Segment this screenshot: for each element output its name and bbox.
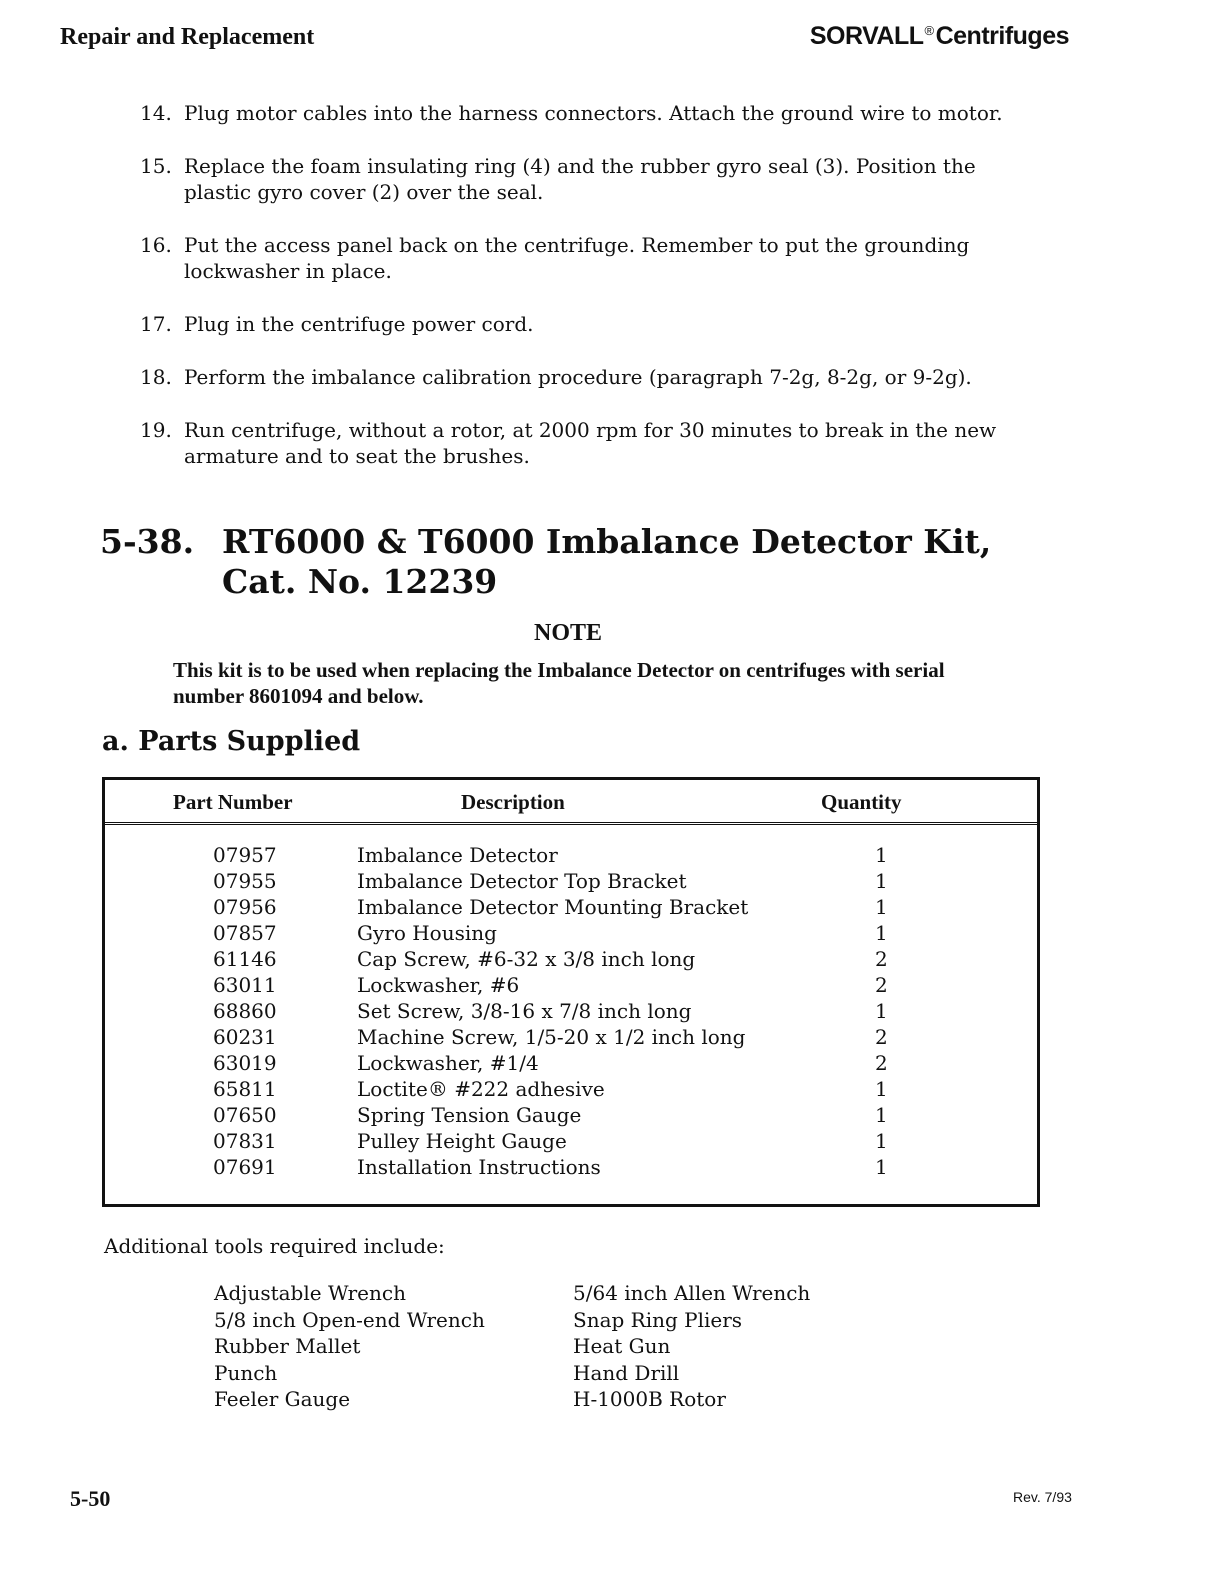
step-number: 18. [140,365,172,389]
table-body [105,842,1037,1180]
parts-supplied-heading: a. Parts Supplied [102,726,361,757]
step-number: 19. [140,418,172,442]
tools-list-left [214,1280,485,1413]
tool-item: 5/8 inch Open-end Wrench [214,1307,485,1332]
tool-item: Snap Ring Pliers [573,1307,743,1332]
step-text: Perform the imbalance calibration procedure (paragraph 7-2g, 8-2g, or 9-2g). [184,365,972,389]
header-quantity: Quantity [821,790,902,814]
table-row [105,1076,1037,1102]
step-item [140,364,1040,390]
part-number: 63011 [213,973,277,997]
page-number: 5-50 [70,1486,111,1511]
step-item [140,232,1040,284]
part-description: Installation Instructions [357,1155,601,1179]
table-row [105,1154,1037,1180]
parts-table [102,777,1040,1207]
step-text: Run centrifuge, without a rotor, at 2000 rpm for 30 minutes to break in the new armature and to seat the brushes. [184,418,997,468]
step-item [140,311,1040,337]
part-quantity: 1 [875,869,888,893]
part-description: Lockwasher, #6 [357,973,520,997]
part-description: Cap Screw, #6-32 x 3/8 inch long [357,947,696,971]
step-text: Plug motor cables into the harness connectors. Attach the ground wire to motor. [184,101,1003,125]
part-quantity: 2 [875,973,888,997]
table-row [105,972,1037,998]
part-description: Imbalance Detector Top Bracket [357,869,687,893]
header-part-number: Part Number [173,790,293,814]
part-quantity: 1 [875,895,888,919]
table-row [105,894,1037,920]
part-quantity: 1 [875,999,888,1023]
header-description: Description [461,790,565,814]
table-row [105,998,1037,1024]
part-number: 07831 [213,1129,277,1153]
part-description: Gyro Housing [357,921,497,945]
step-number: 16. [140,233,172,257]
step-number: 17. [140,312,172,336]
table-row [105,1024,1037,1050]
part-description: Pulley Height Gauge [357,1129,567,1153]
step-text: Replace the foam insulating ring (4) and the rubber gyro seal (3). Position the plastic gyro cover (2) over the seal. [184,154,976,204]
table-row [105,868,1037,894]
step-item [140,153,1040,205]
step-item [140,100,1040,126]
part-number: 07956 [213,895,277,919]
part-description: Set Screw, 3/8-16 x 7/8 inch long [357,999,692,1023]
registered-mark: ® [924,22,934,38]
part-quantity: 1 [875,1103,888,1127]
part-description: Loctite® #222 adhesive [357,1077,605,1101]
step-number: 15. [140,154,172,178]
part-number: 07691 [213,1155,277,1179]
part-number: 07955 [213,869,277,893]
header-brand [810,22,1069,51]
part-quantity: 1 [875,843,888,867]
part-description: Imbalance Detector Mounting Bracket [357,895,749,919]
revision-date: Rev. 7/93 [1013,1489,1072,1505]
tools-list-right [573,1280,810,1413]
part-number: 65811 [213,1077,277,1101]
table-header [105,780,1037,825]
note-text: This kit is to be used when replacing the Imbalance Detector on centrifuges with serial number 8601094 and below. [173,658,945,708]
part-number: 07650 [213,1103,277,1127]
section-heading [100,522,1100,602]
part-quantity: 2 [875,947,888,971]
step-number: 14. [140,101,172,125]
part-number: 63019 [213,1051,277,1075]
table-row [105,842,1037,868]
tool-item: Hand Drill [573,1360,680,1385]
tool-item: Feeler Gauge [214,1387,351,1411]
part-quantity: 2 [875,1051,888,1075]
table-row [105,920,1037,946]
part-number: 61146 [213,947,277,971]
table-row [105,1050,1037,1076]
part-quantity: 2 [875,1025,888,1049]
tool-item: Adjustable Wrench [214,1281,406,1305]
section-title: RT6000 & T6000 Imbalance Detector Kit, Cat. No. 12239 [222,522,992,601]
table-row [105,946,1037,972]
tool-item: Punch [214,1360,278,1385]
table-row [105,1102,1037,1128]
part-description: Imbalance Detector [357,843,558,867]
part-description: Machine Screw, 1/5-20 x 1/2 inch long [357,1025,746,1049]
part-quantity: 1 [875,1155,888,1179]
step-item [140,417,1040,469]
part-quantity: 1 [875,1129,888,1153]
part-description: Spring Tension Gauge [357,1103,582,1127]
tool-item: Heat Gun [573,1334,671,1358]
table-row [105,1128,1037,1154]
header-section-title: Repair and Replacement [60,24,315,50]
part-quantity: 1 [875,1077,888,1101]
part-number: 68860 [213,999,277,1023]
brand-name: SORVALL [809,22,924,50]
part-description: Lockwasher, #1/4 [357,1051,539,1075]
part-quantity: 1 [875,921,888,945]
part-number: 60231 [213,1025,277,1049]
part-number: 07957 [213,843,277,867]
tools-intro: Additional tools required include: [104,1234,445,1258]
section-number: 5-38. [100,522,195,561]
note-title: NOTE [533,620,602,646]
step-text: Put the access panel back on the centrifuge. Remember to put the grounding lockwasher in place. [184,233,970,283]
tool-item: 5/64 inch Allen Wrench [573,1281,811,1305]
brand-product: Centrifuges [935,22,1069,50]
step-text: Plug in the centrifuge power cord. [184,312,534,336]
tool-item: Rubber Mallet [214,1334,361,1358]
part-number: 07857 [213,921,277,945]
procedure-steps [140,100,1040,496]
tool-item: H-1000B Rotor [573,1387,726,1411]
